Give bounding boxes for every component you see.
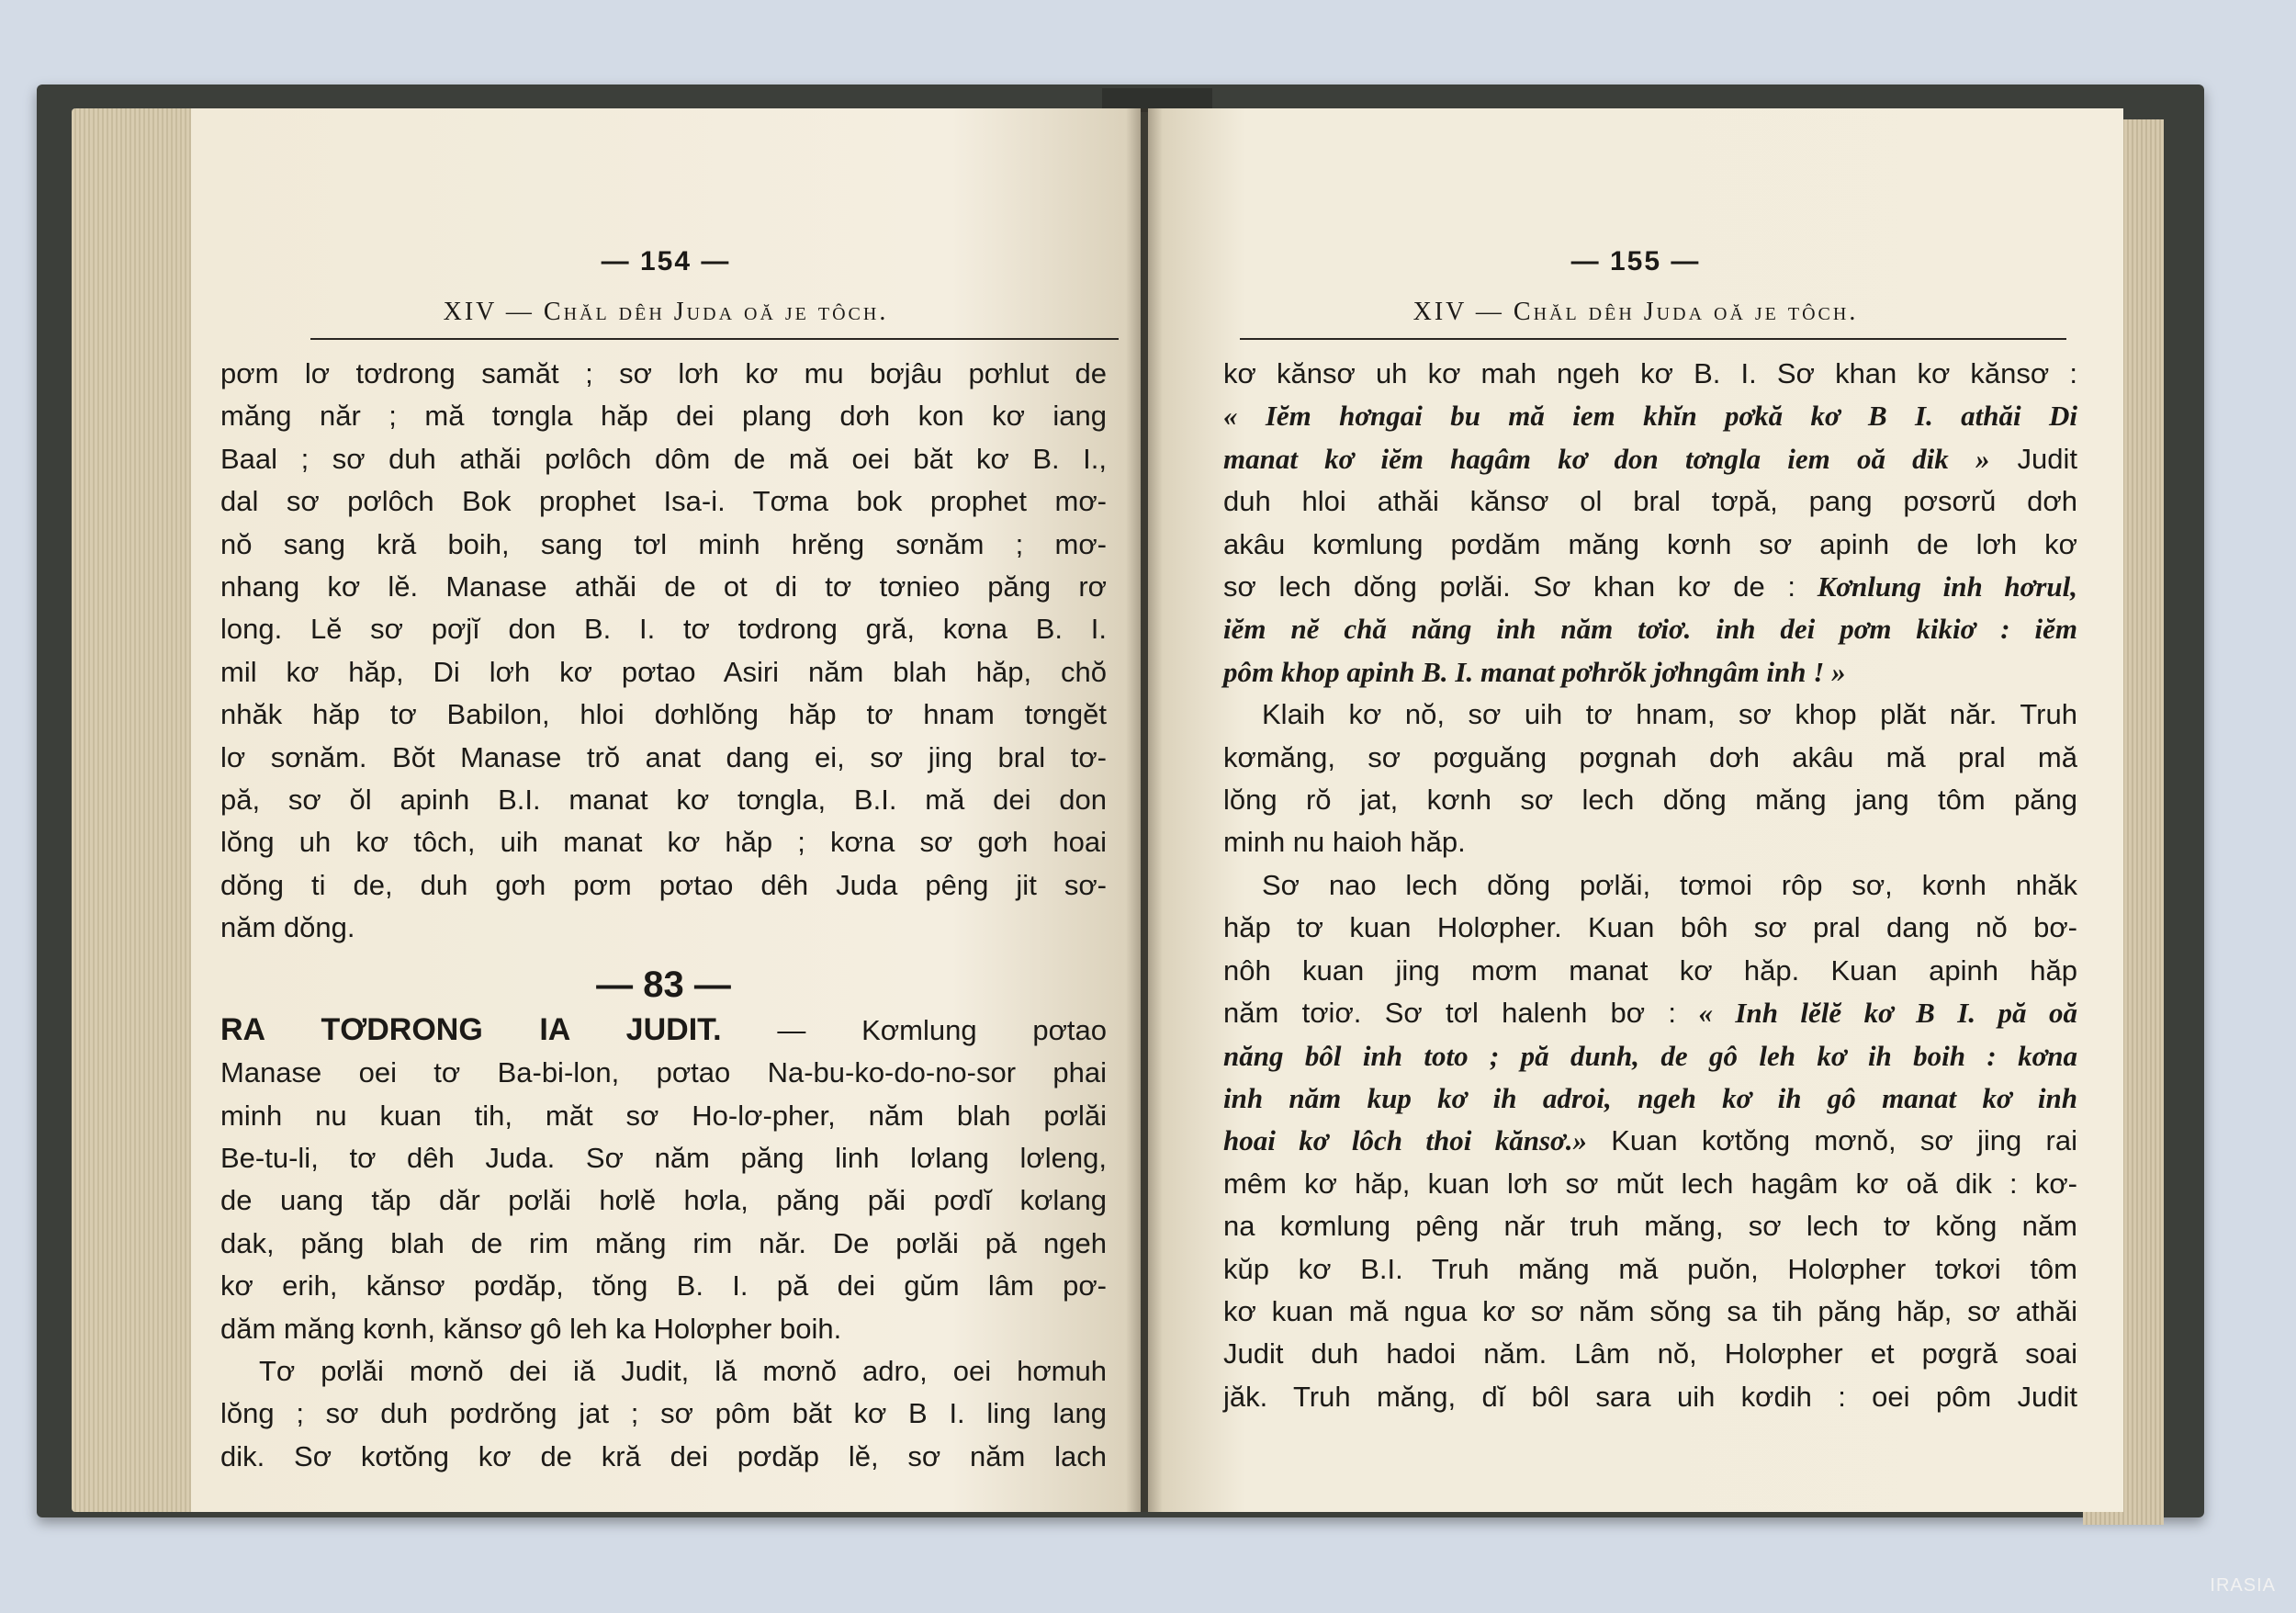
line-text: nôh kuan jing mơm manat kơ hăp. Kuan apinh hăp <box>1223 953 2077 987</box>
italic-text: « Iĕm hơngai bu mă iem khĭn pơkă kơ B I. athăi Di <box>1223 400 2077 433</box>
text-line: lŏng uh kơ tôch, uih manat kơ hăp ; kơna sơ gơh hoai <box>220 826 1107 859</box>
text-line: pơm lơ tơdrong samăt ; sơ lơh kơ mu bơjâu pơhlut de <box>220 357 1107 389</box>
text-line: nhăk hăp tơ Babilon, hloi dơhlŏng hăp tơ hnam tơngĕt <box>220 698 1107 731</box>
text-line: măng năr ; mă tơngla hăp dei plang dơh kon kơ iang <box>220 400 1107 433</box>
line-text: mêm kơ hăp, kuan lơh sơ mŭt lech hagâm kơ oă dik : kơ- <box>1223 1167 2077 1200</box>
left-page <box>191 108 1141 1512</box>
text-line: minh nu kuan tih, măt sơ Ho-lơ-pher, năm blah pơlăi <box>220 1099 1107 1132</box>
text-line: Manase oei tơ Ba-bi-lon, pơtao Na-bu-ko-do-no-sor phai <box>220 1056 1107 1089</box>
text-line: dik. Sơ kơtŏng kơ de kră dei pơdăp lĕ, sơ năm lach <box>220 1439 1107 1472</box>
line-text: hăp tơ kuan Holơpher. Kuan bôh sơ pral dang nŏ bơ- <box>1223 911 2077 944</box>
page-number: — 154 — <box>601 246 731 276</box>
text-line: kơ erih, kănsơ pơdăp, tŏng B. I. pă dei gŭm lâm pơ- <box>220 1269 1107 1303</box>
italic-text: « Inh lĕlĕ kơ B I. pă oă <box>1676 997 2078 1030</box>
text-line <box>1223 1376 2077 1418</box>
italic-text: Kơnlung inh hơrul, <box>1795 570 2077 603</box>
page-body <box>1223 353 2077 1418</box>
italic-text: hoai kơ lôch thoi kănsơ.» <box>1223 1124 1587 1157</box>
line-text: na kơmlung pêng năr truh măng, sơ lech tơ kŏng năm <box>1223 1210 2077 1243</box>
italic-text: inh năm kup kơ ih adroi, ngeh kơ ih gô manat kơ inh <box>1223 1081 2077 1114</box>
line-text: Kuan kơtŏng mơnŏ, sơ jing rai <box>1586 1124 2077 1157</box>
italic-text: manat kơ iĕm hagâm kơ don tơngla iem oă dik » <box>1223 442 1990 475</box>
text-line <box>1223 1120 2077 1162</box>
text-line: lơ sơnăm. Bŏt Manase trŏ anat dang ei, sơ jing bral tơ- <box>220 740 1107 773</box>
header-rule <box>1240 338 2066 340</box>
text-line <box>1223 907 2077 949</box>
text-line: lŏng rŏ jat, kơnh sơ lech dŏng măng jang tôm păng <box>1223 784 2077 817</box>
text-line: dăm măng kơnh, kănsơ gô leh ka Holơpher boih. <box>220 1312 842 1345</box>
paragraph <box>1223 694 2077 864</box>
paragraph <box>220 1350 1107 1478</box>
text-line <box>1223 1035 2077 1077</box>
text-line: nhang kơ lĕ. Manase athăi de ot di tơ tơnieo păng rơ <box>220 570 1107 603</box>
right-page <box>1148 108 2123 1512</box>
text-line: mil kơ hăp, Di lơh kơ pơtao Asiri năm blah hăp, chŏ <box>220 655 1107 688</box>
text-line: long. Lĕ sơ pơjĭ don B. I. tơ tơdrong gră, kơna B. I. <box>220 613 1107 646</box>
gutter-shadow <box>1126 108 1163 1512</box>
text-line: pă, sơ ŏl apinh B.I. manat kơ tơngla, B.I. mă dei don <box>220 784 1107 817</box>
page-number: — 155 — <box>1570 246 1701 276</box>
text-line <box>1223 1248 2077 1291</box>
line-text: năm tơiơ. Sơ tơl halenh bơ : <box>1223 997 1677 1030</box>
text-line: lŏng ; sơ duh pơdrŏng jat ; sơ pôm băt kơ B I. ling lang <box>220 1397 1107 1430</box>
text-line: năm dŏng. <box>220 911 355 944</box>
section-title: RA TƠDRONG IA JUDIT. <box>220 1011 722 1047</box>
text-line <box>1223 1205 2077 1247</box>
text-line <box>1223 651 2077 694</box>
italic-text: iĕm nĕ chă năng inh năm tơiơ. inh dei pơm kikiơ : iĕm <box>1223 613 2077 646</box>
text-line: Tơ pơlăi mơnŏ dei iă Judit, lă mơnŏ adro, oei hơmuh <box>259 1354 1107 1387</box>
section-first-line: — Kơmlung pơtao <box>777 1013 1107 1046</box>
text-line <box>1223 438 2077 480</box>
text-line: dak, păng blah de rim măng rim năr. De pơlăi pă ngeh <box>220 1226 1107 1259</box>
italic-text: pôm khop apinh B. I. manat pơhrŏk jơhngâm inh ! » <box>1223 655 1846 688</box>
text-line: de uang tăp dăr pơlăi hơlĕ hơla, păng păi pơdĭ kơlang <box>220 1184 1107 1217</box>
text-line <box>1223 353 2077 395</box>
line-text: duh hloi athăi kănsơ ol bral tơpă, pang pơsơrŭ dơh <box>1223 485 2077 518</box>
running-head: XIV — Chăl dêh Juda oă je tôch. <box>1412 298 1859 326</box>
line-text: kơ kuan mă ngua kơ sơ năm sŏng sa tih păng hăp, sơ athăi <box>1223 1294 2077 1327</box>
text-line: kơmăng, sơ pơguăng pơgnah dơh akâu mă pral mă <box>1223 740 2077 773</box>
text-line <box>1223 992 2077 1034</box>
text-line: minh nu haioh hăp. <box>1223 826 1466 859</box>
text-line <box>1223 864 2077 907</box>
text-line <box>1223 395 2077 437</box>
watermark: IRASIA <box>2210 1575 2276 1596</box>
line-text: Judit <box>1989 442 2077 475</box>
text-line: nŏ sang kră boih, sang tơl minh hrĕng sơnăm ; mơ- <box>220 527 1107 560</box>
line-text: Sơ nao lech dŏng pơlăi, tơmoi rôp sơ, kơnh nhăk <box>1262 868 2077 901</box>
text-line: dal sơ pơlôch Bok prophet Isa-i. Tơma bok prophet mơ- <box>220 485 1107 518</box>
line-text: Judit duh hadoi năm. Lâm nŏ, Holơpher et pơgră soai <box>1223 1337 2077 1370</box>
line-text: kơ kănsơ uh kơ mah ngeh kơ B. I. Sơ khan kơ kănsơ : <box>1223 357 2077 389</box>
text-line <box>1223 1077 2077 1120</box>
text-line: Klaih kơ nŏ, sơ uih tơ hnam, sơ khop plăt năr. Truh <box>1262 698 2077 731</box>
text-line: Baal ; sơ duh athăi pơlôch dôm de mă oei băt kơ B. I., <box>220 442 1107 475</box>
text-line <box>1223 1163 2077 1205</box>
text-line <box>1223 950 2077 992</box>
line-text: akâu kơmlung pơdăm măng kơnh sơ apinh de lơh kơ <box>1223 527 2077 560</box>
paragraph <box>1223 864 2077 1418</box>
text-line <box>1223 524 2077 566</box>
line-text: kŭp kơ B.I. Truh măng mă puŏn, Holơpher tơkơi tôm <box>1223 1252 2077 1285</box>
text-line <box>1223 566 2077 608</box>
line-text: jăk. Truh măng, dĭ bôl sara uih kơdih : oei pôm Judit <box>1223 1380 2077 1413</box>
page-body <box>220 353 1107 1478</box>
italic-text: năng bôl inh toto ; pă dunh, de gô leh kơ ih boih : kơna <box>1223 1039 2077 1072</box>
section-number: — 83 — <box>596 964 731 1005</box>
paragraph <box>1223 353 2077 694</box>
text-line <box>1223 608 2077 650</box>
text-line <box>1223 480 2077 523</box>
header-rule <box>310 338 1119 340</box>
text-line: dŏng ti de, duh gơh pơm pơtao dêh Juda pêng jit sơ- <box>220 868 1107 901</box>
text-line <box>1223 1291 2077 1333</box>
section-paragraph <box>220 1009 1107 1350</box>
paragraph <box>220 353 1107 950</box>
running-head: XIV — Chăl dêh Juda oă je tôch. <box>443 298 889 326</box>
line-text: sơ lech dŏng pơlăi. Sơ khan kơ de : <box>1223 570 1795 603</box>
text-line <box>1223 1333 2077 1375</box>
text-line: Be-tu-li, tơ dêh Juda. Sơ năm păng linh lơlang lơleng, <box>220 1141 1107 1174</box>
